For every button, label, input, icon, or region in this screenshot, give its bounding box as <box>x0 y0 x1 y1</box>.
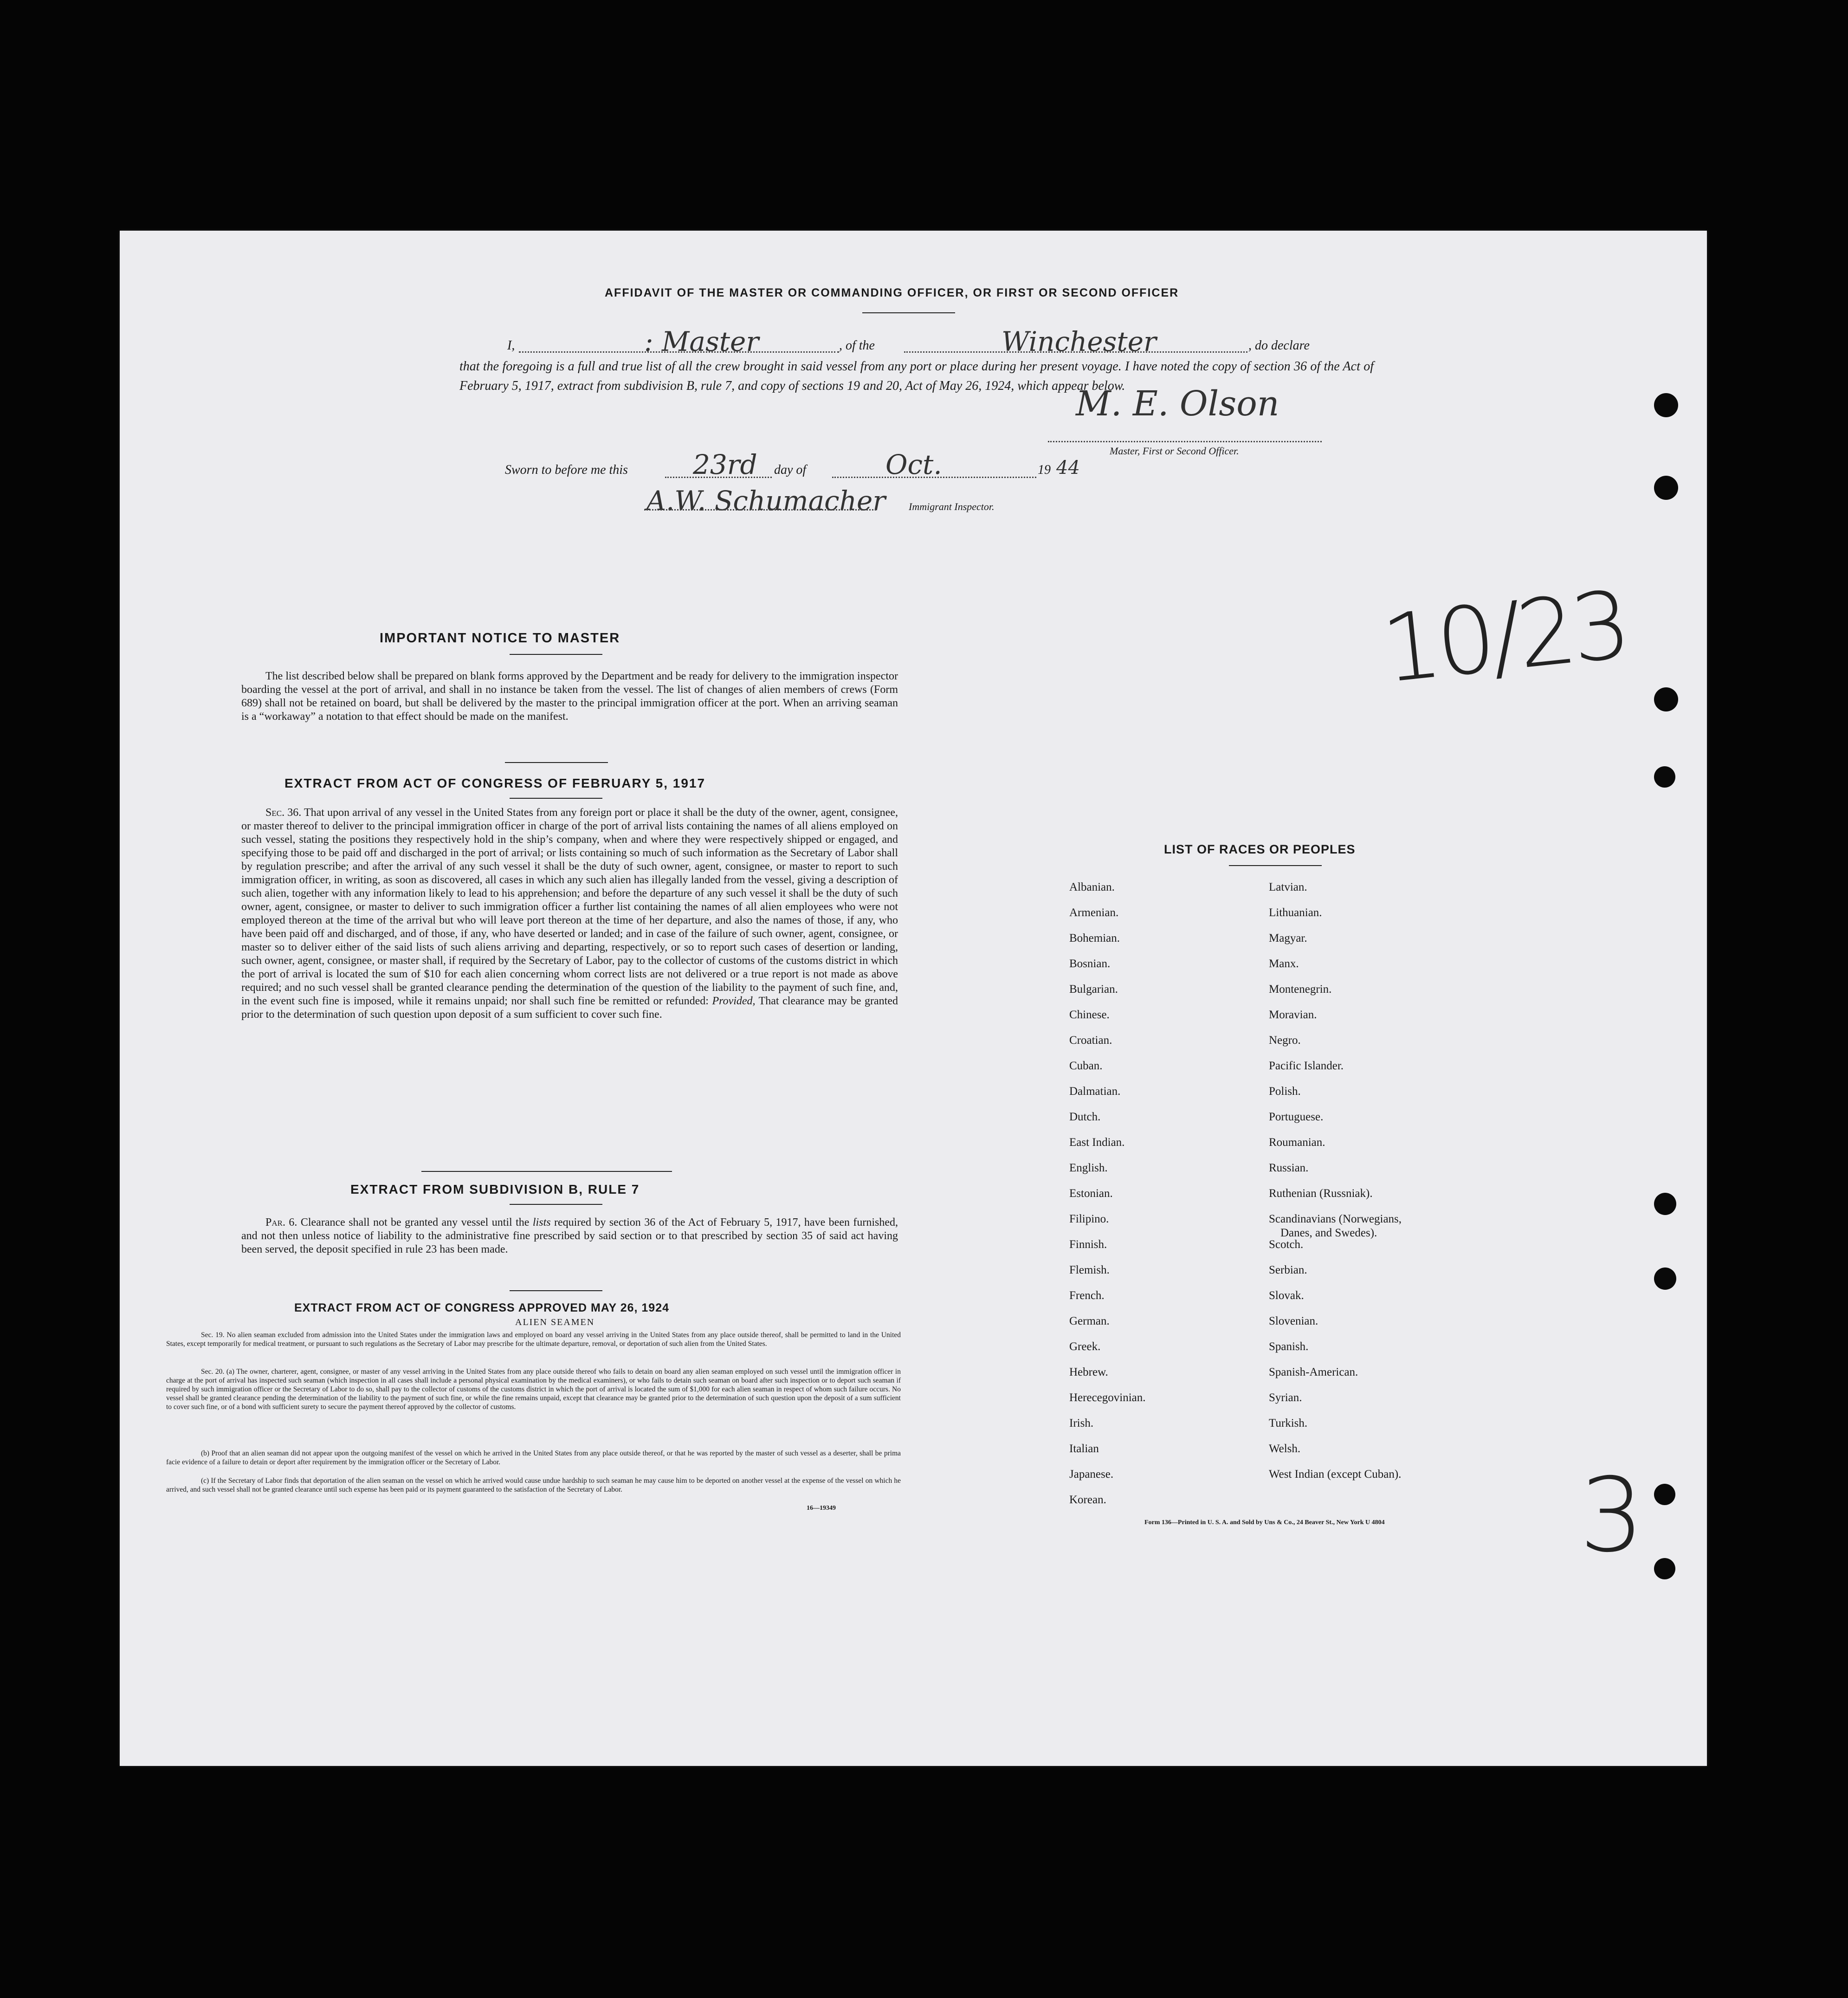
race-item: Herecegovinian. <box>1069 1391 1146 1404</box>
year-handwritten: 44 <box>1056 457 1080 478</box>
sec19-body: No alien seaman excluded from admission into the United States under the immigration laws and employed on board any vessel arriving in the United States from any place outside thereof, shall be permitted to land in the United States, except temporarily for medical treatment, or pursuant to such regulations as the Secretary of Labor may prescribe for the ultimate departure, removal, or deportation of such alien from the United States. <box>166 1331 901 1348</box>
master-handwritten: : Master <box>644 326 759 357</box>
act1917-rule <box>510 798 602 799</box>
affidavit-mid: , of the <box>839 338 875 353</box>
act1917-heading: EXTRACT FROM ACT OF CONGRESS OF FEBRUARY 5, 1917 <box>284 776 706 790</box>
race-item: English. <box>1069 1162 1108 1174</box>
race-item: Welsh. <box>1269 1442 1301 1455</box>
race-item: Serbian. <box>1269 1264 1307 1276</box>
race-item: Ruthenian (Russniak). <box>1269 1187 1373 1200</box>
race-item: Filipino. <box>1069 1213 1109 1225</box>
race-item: Manx. <box>1269 957 1299 970</box>
race-item: Magyar. <box>1269 932 1307 944</box>
race-item: Spanish-American. <box>1269 1366 1358 1378</box>
race-item: Bohemian. <box>1069 932 1120 944</box>
affidavit-suffix: , do declare <box>1248 338 1310 353</box>
race-item: Korean. <box>1069 1494 1106 1506</box>
act1924-subheading: ALIEN SEAMEN <box>515 1317 595 1327</box>
race-item: Montenegrin. <box>1269 983 1332 996</box>
title-underline <box>862 312 955 313</box>
race-item: Japanese. <box>1069 1468 1114 1481</box>
proviso-body: That clearance may be granted prior to the determination of such question upon deposit of a sum sufficient to cover such fine. <box>241 995 898 1021</box>
act1917-end-rule <box>421 1171 672 1172</box>
race-item: Latvian. <box>1269 881 1307 893</box>
race-item: French. <box>1069 1289 1105 1302</box>
affidavit-prefix: I, <box>507 338 515 353</box>
race-item: Moravian. <box>1269 1009 1317 1021</box>
inspector-line <box>644 509 876 511</box>
rule7-text <box>241 1216 898 1256</box>
date-annotation: 10/23 <box>1377 571 1632 704</box>
rule7-heading: EXTRACT FROM SUBDIVISION B, RULE 7 <box>350 1182 640 1196</box>
race-item: Pacific Islander. <box>1269 1060 1344 1072</box>
race-item: Syrian. <box>1269 1391 1302 1404</box>
notice-rule <box>510 654 602 655</box>
par6-text-b: required by section 36 of the Act of February 5, 1917, have been furnished, and not then unless notice of liability to the administrative fine prescribed by said section or to that prescribed by section 35 of said act having been served, the deposit specified in rule 23 has been made. <box>241 1216 898 1255</box>
day-handwritten: 23rd <box>693 449 757 480</box>
race-item: Bulgarian. <box>1069 983 1118 996</box>
race-item: West Indian (except Cuban). <box>1269 1468 1402 1481</box>
race-item: East Indian. <box>1069 1136 1125 1149</box>
race-item: Danes, and Swedes). <box>1280 1227 1377 1239</box>
punch-hole <box>1654 476 1678 500</box>
master-signature: M. E. Olson <box>1076 384 1279 424</box>
race-item: Cuban. <box>1069 1060 1103 1072</box>
race-item: Dalmatian. <box>1069 1085 1121 1098</box>
race-item: Negro. <box>1269 1034 1301 1047</box>
sworn-prefix: Sworn to before me this <box>505 463 628 477</box>
race-item: Hebrew. <box>1069 1366 1108 1378</box>
year-prefix: 19 <box>1038 463 1051 477</box>
sec36-label: Sec. 36. <box>265 807 302 819</box>
races-rule <box>1229 865 1322 866</box>
race-item: Scotch. <box>1269 1238 1304 1251</box>
race-item: Slovenian. <box>1269 1315 1318 1327</box>
vessel-handwritten: Winchester <box>1002 326 1157 357</box>
affidavit-body: that the foregoing is a full and true list of all the crew brought in said vessel from any port or place during her present voyage. I have noted the copy of section 36 of the Act of February 5, 1917, extract from subdivision B, rule 7, and copy of sections 19 and 20, Act of May 26, 1924, which appear below. <box>459 359 1374 393</box>
document-sheet <box>120 231 1707 1766</box>
rule7-rule <box>510 1204 602 1205</box>
par6-text-a: Clearance shall not be granted any vessel until the <box>300 1216 530 1229</box>
race-item: German. <box>1069 1315 1110 1327</box>
race-item: Greek. <box>1069 1340 1101 1353</box>
race-item: Chinese. <box>1069 1009 1110 1021</box>
race-item: Finnish. <box>1069 1238 1107 1251</box>
sec20a-text <box>166 1367 901 1411</box>
race-item: Croatian. <box>1069 1034 1112 1047</box>
race-item: Portuguese. <box>1269 1111 1324 1123</box>
race-item: Slovak. <box>1269 1289 1304 1302</box>
affidavit-title: AFFIDAVIT OF THE MASTER OR COMMANDING OFFICER, OR FIRST OR SECOND OFFICER <box>605 286 1179 299</box>
race-item: Scandinavians (Norwegians, <box>1269 1213 1402 1225</box>
signature-caption: Master, First or Second Officer. <box>1110 445 1239 457</box>
page-mark: 3 <box>1579 1456 1644 1575</box>
sec20-label: Sec. 20. <box>201 1368 225 1376</box>
race-item: Armenian. <box>1069 906 1119 919</box>
race-item: Estonian. <box>1069 1187 1113 1200</box>
inspector-signature: A.W. Schumacher <box>646 485 886 517</box>
sec20c-text: (c) If the Secretary of Labor finds that deportation of the alien seaman on the vessel on which he arrived would cause undue hardship to such seaman he may cause him to be deported on another vessel at the expense of the vessel on which he arrived, and such vessel shall not be granted clearance until such expense has been paid or its payment guaranteed to the satisfaction of the Secretary of Labor. <box>166 1477 901 1494</box>
par6-label: Par. 6. <box>265 1216 297 1229</box>
punch-hole <box>1654 393 1678 417</box>
race-item: Bosnian. <box>1069 957 1111 970</box>
race-item: Irish. <box>1069 1417 1094 1429</box>
race-item: Russian. <box>1269 1162 1309 1174</box>
race-item: Turkish. <box>1269 1417 1308 1429</box>
inspector-caption: Immigrant Inspector. <box>909 501 995 512</box>
notice-heading: IMPORTANT NOTICE TO MASTER <box>380 631 620 646</box>
punch-hole <box>1654 766 1675 788</box>
par6-lists-word: lists <box>532 1216 551 1229</box>
punch-hole <box>1654 1484 1675 1505</box>
race-item: Polish. <box>1269 1085 1301 1098</box>
race-item: Dutch. <box>1069 1111 1101 1123</box>
form-number: 16—19349 <box>807 1505 836 1512</box>
race-item: Lithuanian. <box>1269 906 1322 919</box>
day-label: day of <box>774 463 807 477</box>
race-item: Roumanian. <box>1269 1136 1325 1149</box>
notice-text: The list described below shall be prepared on blank forms approved by the Department and be ready for delivery to the immigration inspector boarding the vessel at the port of arrival, and shall in no instance be taken from the vessel. The list of changes of alien members of crews (Form 689) shall not be retained on board, but shall be delivered by the master to the principal immigration officer at the port. When an arriving seaman is a “workaway” a notation to that effect should be made on the manifest. <box>241 670 898 723</box>
notice-end-rule <box>505 762 608 763</box>
sec36-body: That upon arrival of any vessel in the United States from any foreign port or place it shall be the duty of the owner, agent, consignee, or master thereof to deliver to the principal immigration officer in charge of the port of arrival lists containing the names of all aliens employed on such vessel, stating the positions they respectively hold in the ship’s company, when and where they were respectively shipped or engaged, and specifying those to be paid off and discharged in the port of arrival; or lists containing so much of such information as the Secretary of Labor shall by regulation prescribe; and after the arrival of any such vessel it shall be the duty of such owner, agent, consignee, or master to report to such immigration officer, in writing, as soon as discovered, all cases in which any such alien has illegally landed from the vessel, giving a description of such alien, together with any information likely to lead to his apprehension; and before the departure of any such vessel it shall be the duty of such owner, agent, consignee, or master to deliver to such immigration officer a further list containing the names of all alien employees who were not employed thereon at the time of the arrival but who will leave port thereon at the time of her departure, and also the names of those, if any, who have been paid off and discharged, and of those, if any, who have deserted or landed; and in case of the failure of such owner, agent, consignee, or master so to deliver either of the said lists of such aliens arriving and departing, respectively, or so to report such cases of desertion or landing, such owner, agent, consignee, or master shall, if required by the Secretary of Labor, pay to the collector of customs of the customs district in which the port of arrival is located the sum of $10 for each alien concerning whom correct lists are not delivered or a true report is not made as above required; and no such vessel shall be granted clearance pending the determination of the question of the liability to the payment of such fine, and, in the event such fine is imposed, while it remains unpaid; nor shall such fine be remitted or refunded: <box>241 807 898 1007</box>
act1924-heading: EXTRACT FROM ACT OF CONGRESS APPROVED MAY 26, 1924 <box>294 1301 670 1314</box>
races-heading: LIST OF RACES OR PEOPLES <box>1164 842 1356 856</box>
punch-hole <box>1654 1558 1675 1579</box>
race-item: Flemish. <box>1069 1264 1110 1276</box>
punch-hole <box>1654 687 1678 711</box>
month-handwritten: Oct. <box>885 449 942 480</box>
form-footer: Form 136—Printed in U. S. A. and Sold by Uns & Co., 24 Beaver St., New York U 4804 <box>1144 1519 1385 1526</box>
sec20b-text: (b) Proof that an alien seaman did not appear upon the outgoing manifest of the vessel on which he arrived in the United States from any place outside thereof, or that he was reported by the master of such vessel as a deserter, shall be prima facie evidence of a failure to detain or deport after requirement by the immigration officer or the Secretary of Labor. <box>166 1449 901 1466</box>
signature-line <box>1048 441 1322 442</box>
race-item: Albanian. <box>1069 881 1115 893</box>
act1917-text <box>241 806 898 1022</box>
race-item: Spanish. <box>1269 1340 1309 1353</box>
punch-hole <box>1654 1193 1676 1215</box>
punch-hole <box>1654 1267 1676 1290</box>
sec20a-body: (a) The owner, charterer, agent, consignee, or master of any vessel arriving in the United States from any place outside thereof who fails to detain on board any alien seaman employed on such vessel until the immigration officer in charge at the port of arrival has inspected such seaman (which inspection in all cases shall include a personal physical examination by the medical examiners), or who fails to detain such seaman on board after such inspection or to deport such seaman if required by such immigration officer or the Secretary of Labor to do so, shall pay to the collector of customs of the customs district in which the port of arrival is located the sum of $1,000 for each alien seaman in respect of whom such failure occurs. No vessel shall be granted clearance pending the determination of the liability to the payment of such fine, or while the fine remains unpaid, except that clearance may be granted prior to the determination of such question upon the deposit of a sum sufficient to cover such fine, or of a bond with sufficient surety to secure the payment thereof approved by the collector of customs. <box>166 1368 901 1411</box>
sec19-label: Sec. 19. <box>201 1331 225 1339</box>
proviso-label: Provided, <box>712 995 756 1007</box>
race-item: Italian <box>1069 1442 1099 1455</box>
sec19-text <box>166 1331 901 1348</box>
rule7-end-rule <box>510 1290 602 1291</box>
